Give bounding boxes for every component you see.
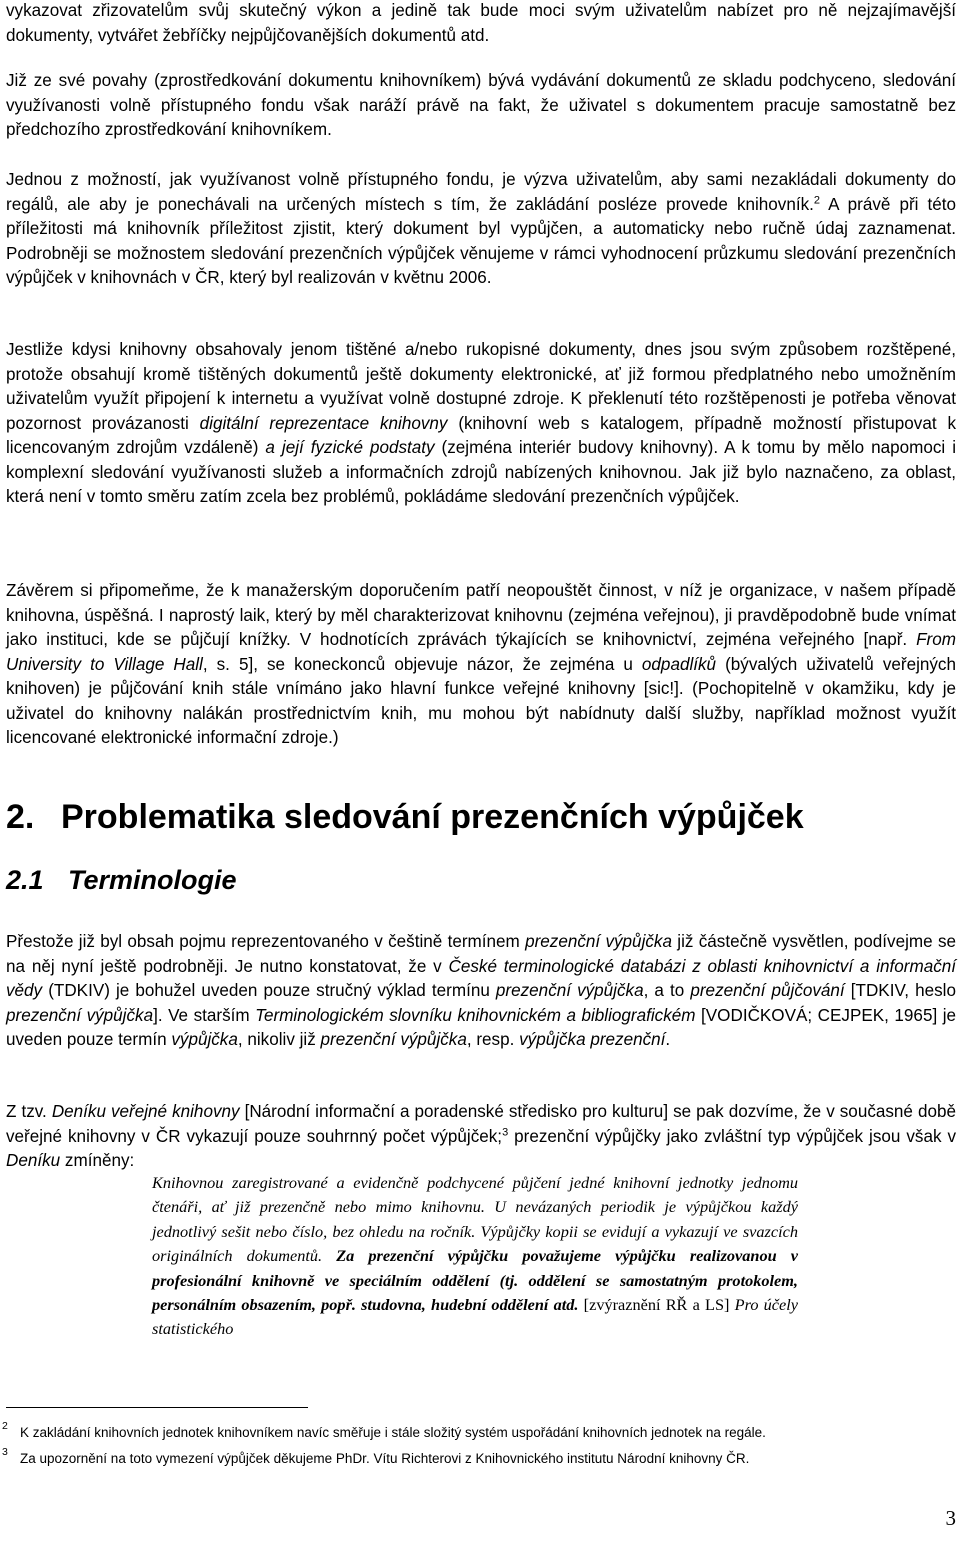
subsection-number: 2.1	[6, 865, 44, 895]
paragraph-text: , s. 5], se koneckonců objevuje názor, že zejména u	[202, 654, 642, 674]
quote-text: Knihovnou zaregistrované a evidenčně podchycené půjčení jedné knihovní jednotky jednomu čtenáři, ať již prezenčně nebo mimo knihovnu. U nevázaných periodik je výpůjčkou každý jednotlivý sešit nebo číslo, bez ohledu na ročník. Výpůjčky kopii se evidují a vykazují ve svazcích originálních dokumentů.	[152, 1173, 798, 1266]
footnote-text: Za upozornění na toto vymezení výpůjček děkujeme PhDr. Vítu Richterovi z Knihovnického institutu Národní knihovny ČR.	[20, 1451, 750, 1466]
term-text: výpůjčka prezenční	[519, 1030, 666, 1049]
footnote-mark: 3	[2, 1446, 8, 1458]
footnote-reference[interactable]: 3	[502, 1125, 509, 1138]
paragraph-text: Z tzv.	[6, 1102, 52, 1121]
paragraph-text: ]. Ve starším	[153, 1005, 256, 1025]
emphasis-text: odpadlíků	[641, 654, 717, 674]
paragraph-text: , nikoliv již	[237, 1030, 321, 1049]
paragraph-text: , resp.	[466, 1030, 520, 1049]
paragraph-text: [Národní informační a poradenské středisko pro kulturu] se pak dozvíme, že v současné době veřejné knihovny v ČR vykazují pouze souhrnný počet výpůjček;	[6, 1102, 956, 1146]
footnote-reference[interactable]: 2	[813, 193, 821, 206]
block-quote	[152, 1171, 798, 1342]
quote-text: Pro účely statistického	[152, 1295, 798, 1339]
term-text: prezenční půjčování	[690, 981, 845, 1000]
citation-title: From University to Village Hall	[6, 630, 956, 674]
term-text: prezenční výpůjčka	[495, 981, 644, 1000]
editorial-note: [zvýraznění RŘ a LS]	[578, 1295, 735, 1315]
paragraph-text: [VODIČKOVÁ; CEJPEK, 1965] je uveden pouze termín	[6, 1005, 957, 1049]
footnote-divider	[6, 1407, 308, 1408]
paragraph-text: A právě při této příležitosti má knihovník příležitost zjistit, který dokument byl vypůjčen, a automaticky nebo ručně údaj zaznamenat. Podrobněji se možnostem sledování prezenčních výpůjček věnujeme v rámci vyhodnocení průzkumu sledování prezenčních výpůjček v knihovnách v ČR, který byl realizován v květnu 2006.	[6, 194, 956, 287]
subsection-heading	[6, 862, 237, 898]
paragraph-text: vykazovat zřizovatelům svůj skutečný výkon a jedině tak bude moci svým uživatelům nabízet pro ně nejzajímavější dokumenty, vytvářet žebříčky nejpůjčovanějších dokumentů atd.	[6, 1, 956, 45]
paragraph-diary	[6, 1100, 956, 1174]
paragraph-split-library	[6, 338, 956, 510]
paragraph-intro	[6, 0, 956, 48]
paragraph-text: Závěrem si připomeňme, že k manažerským doporučením patří neopouštět činnost, v níž je organizace, v našem případě knihovna, úspěšná. I naprostý laik, který by měl charakterizovat knihovnu (zejména veřejnou), ji pravděpodobně bude vnímat jako instituci, kde se půjčují knížky. V hodnotících zprávách týkajících se knihovnictví, zejména veřejného [např.	[6, 581, 956, 649]
paragraph-conclusion	[6, 579, 956, 751]
footnote-text: K zakládání knihovních jednotek knihovníkem navíc směřuje i stále složitý systém uspořádání knihovních jednotek na regále.	[20, 1425, 766, 1440]
paragraph-text: prezenční výpůjčky jako zvláštní typ výpůjček jsou však v	[508, 1126, 956, 1146]
footnote-mark: 2	[2, 1420, 8, 1432]
emphasis-text: digitální reprezentace knihovny	[199, 413, 448, 433]
term-text: výpůjčka	[171, 1030, 238, 1049]
paragraph-text: (zejména interiér budovy knihovny). A k tomu by mělo napomoci i komplexní sledování využívanosti služeb a informačních zdrojů nabízených knihovnou. Jak již bylo naznačeno, za oblast, která není v tomto směru zatím zcela bez problémů, pokládáme sledování prezenčních výpůjček.	[6, 438, 957, 506]
paragraph-text: , a to	[643, 981, 691, 1000]
paragraph-text: Již ze své povahy (zprostředkování dokumentu knihovníkem) bývá vydávání dokumentů ze skladu podchyceno, sledování využívanosti volně přístupného fondu však naráží právě na fakt, že uživatel s dokumentem pracuje samostatně bez předchozího zprostředkování knihovníkem.	[6, 71, 956, 139]
citation-title: Deníku veřejné knihovny	[51, 1102, 240, 1121]
paragraph-text: Jestliže kdysi knihovny obsahovaly jenom tištěné a/nebo rukopisné dokumenty, dnes jsou svým způsobem rozštěpené, protože obsahují kromě tištěných dokumentů ještě dokumenty elektronické, ať již formou předplatného nebo umožněním uživatelům využít připojení k internetu a využívat volně dostupné zdroje. K překlenutí této rozštěpenosti je potřeba věnovat pozornost provázanosti	[6, 340, 956, 433]
term-text: prezenční výpůjčka	[320, 1030, 467, 1049]
page-number: 3	[945, 1506, 956, 1530]
section-title: Problematika sledování prezenčních výpůjček	[61, 798, 804, 836]
paragraph-text: (knihovní web s katalogem, případně možností přistupovat k licencovaným zdrojům vzdáleně)	[6, 413, 956, 457]
footnote	[2, 1446, 750, 1468]
paragraph-stock-lending	[6, 69, 956, 143]
paragraph-text: Přestože již byl obsah pojmu reprezentovaného v češtině termínem	[6, 932, 526, 951]
paragraph-text: (bývalých uživatelů veřejných knihoven) je půjčování knih stále vnímáno jako hlavní funkce veřejné knihovny [sic!]. (Pochopitelně v okamžiku, kdy je uživatel do knihovny nalákán prostřednictvím knih, mu mohou být nabídnuty další služby, například možnost využít licencované elektronické informační zdroje.)	[6, 654, 956, 747]
footnote	[2, 1420, 766, 1442]
citation-title: Terminologickém slovníku knihovnickém a bibliografickém	[255, 1005, 696, 1025]
citation-title: České terminologické databázi z oblasti knihovnictví a informační vědy	[6, 956, 957, 1000]
section-heading	[6, 797, 804, 837]
quote-emphasis: Za prezenční výpůjčku považujeme výpůjčku realizovanou v profesionální knihovně ve speciálním oddělení (tj. oddělení se samostatným protokolem, personálním obsazením, popř. studovna, hudební oddělení atd.	[152, 1246, 798, 1315]
paragraph-user-shelving	[6, 168, 956, 291]
paragraph-text: [TDKIV, heslo	[844, 981, 956, 1000]
subsection-title: Terminologie	[68, 865, 237, 895]
paragraph-text: Jednou z možností, jak využívanost volně přístupného fondu, je výzva uživatelům, aby sami nezakládali dokumenty do regálů, ale aby je ponechávali na určených místech s tím, že zakládání posléze provede knihovník.	[6, 170, 956, 214]
paragraph-text: .	[665, 1030, 671, 1049]
paragraph-text: (TDKIV) je bohužel uveden pouze stručný výklad termínu	[42, 981, 496, 1000]
paragraph-text: zmíněny:	[60, 1151, 135, 1170]
term-text: prezenční výpůjčka	[525, 932, 672, 951]
paragraph-terminology	[6, 930, 956, 1053]
term-text: prezenční výpůjčka	[6, 1005, 154, 1025]
paragraph-text: již částečně vysvětlen, podívejme se na něj nyní ještě podrobněji. Je nutno konstatovat, že v	[6, 932, 956, 976]
section-number: 2.	[6, 798, 35, 836]
emphasis-text: a její fyzické podstaty	[265, 438, 435, 457]
citation-title: Deníku	[6, 1151, 61, 1170]
